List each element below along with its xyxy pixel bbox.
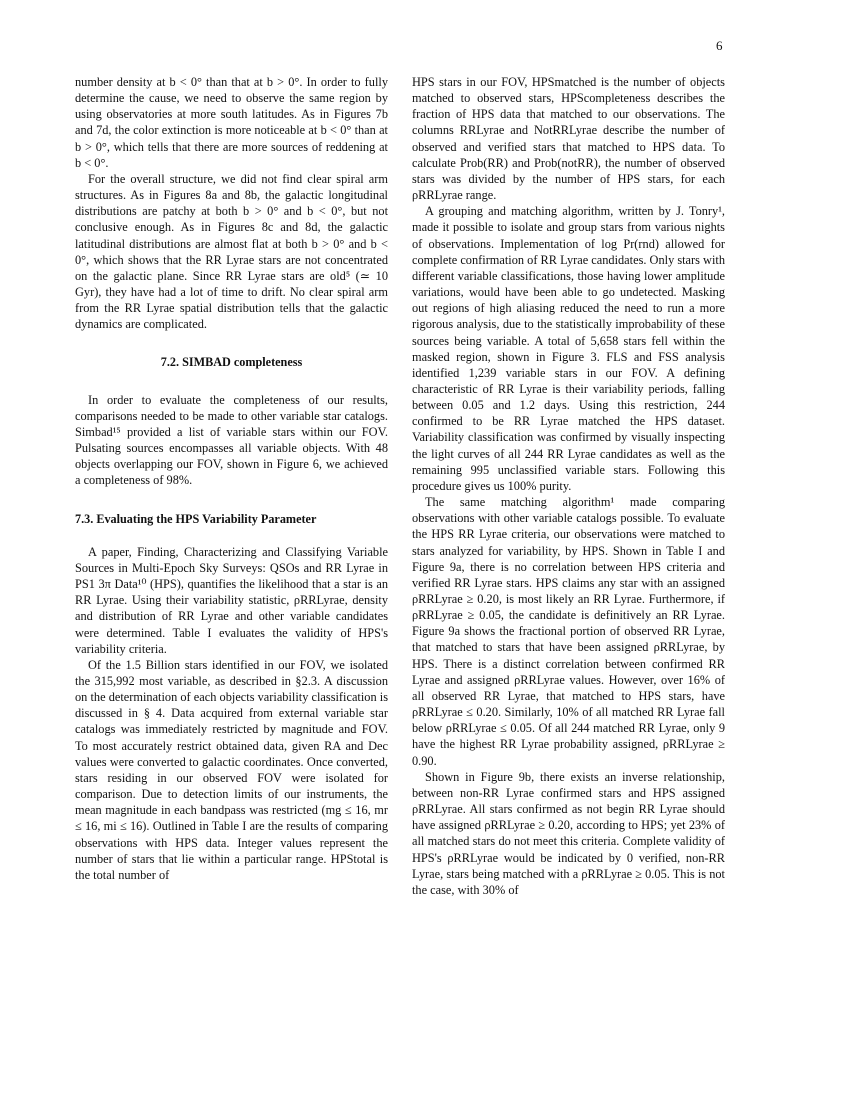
right-paragraph-4: Shown in Figure 9b, there exists an inverse relationship, between non-RR Lyrae confirmed stars and HPS assigned ρRRLyrae. All stars confirmed as not begin RR Lyrae should have assigned ρRRLyrae ≥ 0.20, according to HPS; yet 23% of all matched stars do not meet this criteria. Complete validity of HPS's ρRRLyrae would be indicated by 0 verified, non-RR Lyrae, stars being matched with a ρRRLyrae ≥ 0.05. This is not the case, with 30% of <box>412 769 725 897</box>
left-paragraph-4: A paper, Finding, Characterizing and Classifying Variable Sources in Multi-Epoch Sky Surveys: QSOs and RR Lyrae in PS1 3π Data¹⁰ (HPS), quantifies the likelihood that a star is an RR Lyrae. Using their variability statistic, ρRRLyrae, density and distribution of RR Lyrae and other variable candidates were determined. Table I evaluates the validity of HPS's variability criteria. <box>75 544 388 656</box>
left-paragraph-5: Of the 1.5 Billion stars identified in our FOV, we isolated the 315,992 most variable, as described in §2.3. A discussion on the determination of each objects variability classification is discussed in § 4. Data acquired from external variable star catalogs was immediately restricted by magnitude and FOV. To most accurately restrict obtained data, given RA and Dec values were converted to galactic coordinates. Once converted, stars residing in our observed FOV were isolated for comparison. Due to detection limits of our instruments, the mean magnitude in each bandpass was restricted (mg ≤ 16, mr ≤ 16, mi ≤ 16). Outlined in Table I are the results of comparing observations with HPS data. Integer values represent the number of stars that lie within a particular range. HPStotal is the total number of <box>75 657 388 882</box>
right-paragraph-3: The same matching algorithm¹ made comparing observations with other variable catalogs possible. To evaluate the HPS RR Lyrae criteria, our observations were matched to stars analyzed for variability, by HPS. Shown in Table I and Figure 9a, there is no correlation between HPS criteria and verified RR Lyrae stars. HPS claims any star with an assigned ρRRLyrae ≥ 0.20, is most likely an RR Lyrae. Furthermore, if ρRRLyrae ≥ 0.05, the candidate is definitively an RR Lyrae. Figure 9a shows the fractional portion of observed RR Lyrae, that matched to stars that have been assigned ρRRLyrae, by HPS. There is a distinct correlation between confirmed RR Lyrae and assigned ρRRLyrae values. However, over 16% of all observed RR Lyrae, that matched to HPS stars, have ρRRLyrae ≤ 0.20. Similarly, 10% of all matched RR Lyrae fall below ρRRLyrae ≤ 0.05. Of all 244 matched RR Lyrae, only 9 have the highest RR Lyrae probability assigned, ρRRLyrae ≥ 0.90. <box>412 495 725 768</box>
page-number: 6 <box>716 38 723 53</box>
left-paragraph-1: number density at b < 0° than that at b > 0°. In order to fully determine the cause, we need to observe the same region by using observatories at more south latitudes. As in Figures 7b and 7d, the color extinction is more noticeable at b < 0° than at b > 0°, which tells that there are more sources of reddening at b < 0°. <box>75 75 388 170</box>
left-paragraph-3: In order to evaluate the completeness of our results, comparisons needed to be made to other variable star catalogs. Simbad¹⁵ provided a list of variable stars within our FOV. Pulsating sources encompasses all variable objects. With 48 objects overlapping our FOV, shown in Figure 6, we achieved a completeness of 98%. <box>75 392 388 488</box>
section-heading-7-3: 7.3. Evaluating the HPS Variability Parameter <box>75 511 317 526</box>
right-column <box>412 74 725 898</box>
right-paragraph-2: A grouping and matching algorithm, written by J. Tonry¹, made it possible to isolate and group stars from various nights of observations. Implementation of log Pr(rnd) allowed for complete confirmation of RR Lyrae candidates. Only stars with different variable classifications, those having lower amplitude variations, would have been able to go undetected. Masking out regions of high aliasing reduced the need to run a more rigorous analysis, due to the statistically improbability of these sources being variable. A total of 5,658 stars fell within the masked region, shown in Figure 3. FLS and FSS analysis identified 1,239 variable stars in our FOV. A defining characteristic of RR Lyrae is their variability periods, falling between 0.05 and 1.2 days. Using this restriction, 244 confirmed to be RR Lyrae matched the HPS dataset. Variability classification was confirmed by visually inspecting the light curves of all 244 RR Lyrae candidates as well as the remaining 995 unclassified variable stars. Following this procedure gives us 100% purity. <box>412 204 725 493</box>
section-heading-7-2: 7.2. SIMBAD completeness <box>160 354 303 369</box>
right-paragraph-1: HPS stars in our FOV, HPSmatched is the number of objects matched to observed stars, HPScompleteness describes the fraction of HPS data that matched to our observations. The columns RRLyrae and NotRRLyrae describe the number of observed and verified stars that matched to HPS data. To calculate Prob(RR) and Prob(notRR), the number of observed stars was divided by the number of HPS stars, for each ρRRLyrae range. <box>412 75 725 203</box>
left-column <box>75 74 388 883</box>
left-paragraph-2: For the overall structure, we did not find clear spiral arm structures. As in Figures 8a and 8b, the galactic longitudinal distributions are patchy at both b > 0° and b < 0°, but not conclusive enough. As in Figures 8c and 8d, the galactic latitudinal distributions are almost flat at both b > 0° and b < 0°, which shows that the RR Lyrae stars are not concentrated on the galactic plane. Since RR Lyrae stars are old⁵ (≃ 10 Gyr), they have had a lot of time to drift. No clear spiral arm from the RR Lyrae spatial distribution tells that the galactic dynamics are complicated. <box>75 171 388 332</box>
